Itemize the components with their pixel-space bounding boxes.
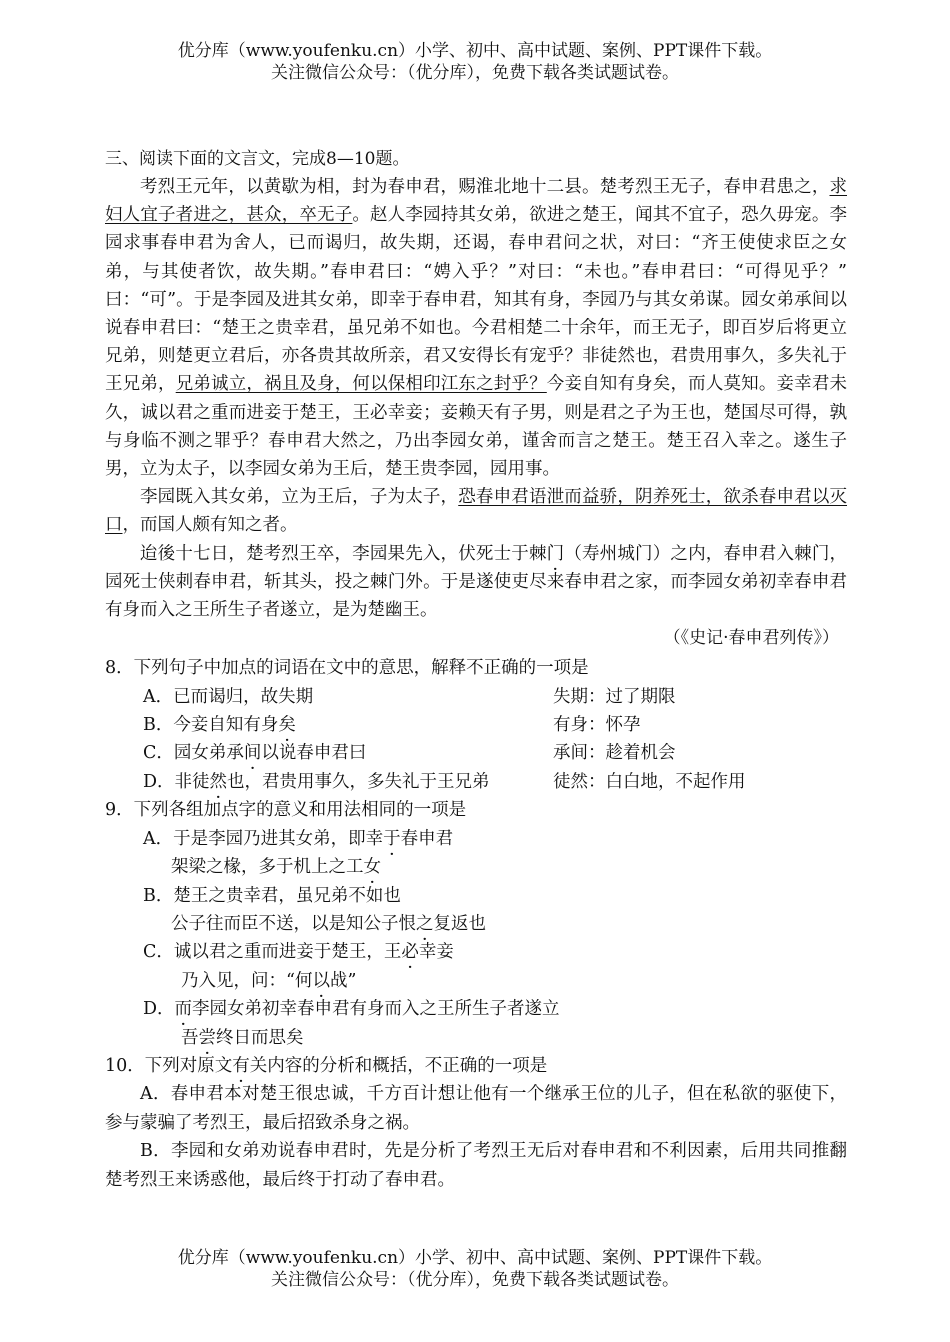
- text-segment: 幸妾: [418, 942, 454, 963]
- option-gloss: 承间：趁着机会: [553, 743, 676, 764]
- footer-line-1: 优分库（www.youfenku.cn）小学、初中、高中试题、案例、PPT课件下载。: [177, 1248, 773, 1268]
- text-segment: 公子往而臣不送，以是知公子恨: [171, 913, 416, 934]
- question-10: [105, 1052, 847, 1194]
- text-segment: B．今妾自知有身: [143, 715, 279, 736]
- text-segment: 以说春申君曰: [261, 743, 367, 764]
- text-segment: 考烈王元年，以黄歇为相，封为春申君，赐淮北地十二县。楚考烈王无子，春申君患之，: [140, 177, 830, 197]
- question-9-option-a-line-2: [105, 853, 847, 881]
- text-segment: 架梁之椽，多于机上之工: [171, 857, 364, 878]
- text-segment: D．: [143, 999, 175, 1020]
- text-segment: B．楚王之贵幸君，虽兄弟不如也: [143, 885, 401, 906]
- text-segment: 今妾自知有身矣，而人莫知。妾幸君未久，诚以君之重而进妾于楚王，王必幸妾；妾赖天有子男，则是君之子为王也，楚国尽可得，孰与身临不测之罪乎？春申君大然之，乃出李园女弟，谨舍而言之楚王。楚王召入幸之。遂生子男，立为太子，以李园女弟为王后，楚王贵李园，园用事。: [105, 374, 848, 480]
- option-gloss: 有身：怀孕: [553, 715, 641, 736]
- dotted-character: 之: [416, 913, 434, 934]
- dotted-character: 以: [312, 970, 330, 991]
- question-8-option-c: [105, 739, 847, 767]
- dotted-character: 而: [174, 999, 193, 1020]
- text-segment: 复返也: [433, 913, 486, 934]
- question-10-option-a: A．春申君本对楚王很忠诚，千方百计想让他有一个继承王位的儿子，但在私欲的驱使下，参与蒙骗了考烈王，最后招致杀身之祸。: [105, 1084, 847, 1133]
- text-segment: 迨後十七日，楚考烈王卒，李园果先入，伏死士于: [140, 543, 529, 564]
- question-9: [105, 796, 847, 1052]
- passage-source: （《史记·春申君列传》）: [663, 628, 839, 649]
- option-gloss: 徒然：白白地，不起作用: [553, 771, 746, 792]
- question-9-option-b-line-1: [105, 882, 847, 910]
- dotted-character: 女: [363, 857, 381, 878]
- text-segment: 战”: [329, 970, 357, 991]
- section-title: 三、阅读下面的文言文，完成8—10题。: [105, 149, 410, 169]
- text-segment: 门（寿州城门）之内，春申君入棘门，园死士侠刺春申君，斩其头，投之棘门外。于是遂使吏尽来春申君之家，而李园女弟初幸春申君有身而入之王所生子者遂立，是为楚幽王。: [105, 543, 848, 621]
- option-text: [143, 743, 366, 763]
- underlined-text: 兄弟诚立，祸且及身，何以保相印江东之封乎？: [175, 374, 547, 395]
- question-9-stem: 9．下列各组加点字的意义和用法相同的一项是: [105, 800, 467, 821]
- question-8-option-d: [105, 768, 847, 796]
- text-segment: 10．下列对原文: [105, 1055, 233, 1076]
- dotted-character: 尝: [198, 1027, 216, 1048]
- question-8: [105, 654, 847, 796]
- header-line-2: 关注微信公众号：（优分库），免费下载各类试题试卷。: [271, 63, 679, 83]
- text-segment: 。赵人李园持其女弟，欲进之楚王，闻其不宜子，恐久毋宠。李园求事春申君为舍人，已而谒归，故失期，还谒，春申君问之状，对曰：“齐王使使求臣之女弟，与其使者饮，故失期。”春申君曰：“娉入乎？”对曰：“未也。”春申君曰：“可得见乎？” 曰：“可”。于是李园及进其女弟，即幸于春申君，知其有身，李园乃与其女弟谋。园女弟承间以说春申君曰：“楚王之贵幸君，虽兄弟不如也。今君相楚二十余年，而王无子，即百岁后将更立兄弟，则楚更立君后，亦各贵其故所亲，君又安得长有宠乎？非徒然也，君贵用事久，多失礼于王兄弟，: [105, 205, 847, 395]
- text-segment: 李园女弟初幸春申君有身而入之王所生子者遂立: [192, 999, 560, 1020]
- text-segment: C．诚以君之重而进妾于楚王，王: [143, 942, 402, 963]
- dotted-character: 间: [243, 743, 262, 764]
- dotted-character: 矣: [278, 715, 296, 736]
- text-segment: 吾: [181, 1027, 199, 1048]
- site-header-banner: [0, 40, 950, 84]
- question-9-option-d-line-2: [105, 1024, 847, 1052]
- header-line-1: 优分库（www.youfenku.cn）小学、初中、高中试题、案例、PPT课件下载。: [177, 41, 773, 61]
- text-segment: 李园既入其女弟，立为王后，子为太子，: [140, 487, 459, 508]
- question-8-option-b: [105, 711, 847, 739]
- question-9-option-d-line-1: [105, 995, 847, 1023]
- question-9-option-c-line-2: [105, 967, 847, 995]
- passage-paragraph-2: [105, 483, 847, 539]
- question-9-option-a-line-1: [105, 825, 847, 853]
- text-segment: 也，君贵用事久，多失礼于王兄弟: [227, 771, 490, 792]
- underlined-text: 求妇人宜子者进之，甚众，卒无子: [105, 177, 847, 226]
- question-8-option-a: [105, 683, 847, 711]
- option-gloss: 失期：过了期限: [553, 686, 676, 707]
- dotted-character: 然: [209, 771, 228, 792]
- text-segment: A．已而谒归，故失期: [143, 686, 314, 707]
- text-segment: A．于是李园乃进其女弟，即幸: [143, 828, 384, 849]
- question-9-option-c-line-1: [105, 938, 847, 966]
- dotted-character: 于: [383, 828, 401, 849]
- exam-content: [105, 145, 847, 1194]
- site-footer-banner: [0, 1247, 950, 1291]
- option-text: [143, 715, 296, 735]
- text-segment: ，而国人颇有知之者。: [122, 515, 298, 536]
- question-10-option-b: B．李园和女弟劝说春申君时，先是分析了考烈王无后对春申君和不利因素，后用共同推翻楚考烈王来诱惑他，最后终于打动了春申君。: [105, 1141, 847, 1190]
- passage-paragraph-1: [105, 173, 847, 483]
- passage-paragraph-3: [105, 540, 847, 625]
- underlined-text: 恐春申君语泄而益骄，阴养死士，欲杀春申君以灭口: [105, 487, 848, 536]
- text-segment: 春申君: [400, 828, 454, 849]
- question-9-option-b-line-2: [105, 910, 847, 938]
- option-text: [143, 772, 490, 792]
- dotted-character: 棘: [528, 543, 547, 564]
- text-segment: 关内容的分析和概括，不正确的一项是: [249, 1055, 548, 1076]
- text-segment: D．非徒: [143, 771, 210, 792]
- dotted-character: 有: [232, 1055, 250, 1076]
- text-segment: 乃入见，问：“何: [181, 970, 313, 991]
- footer-line-2: 关注微信公众号：（优分库），免费下载各类试题试卷。: [271, 1270, 679, 1290]
- question-8-stem: 8．下列句子中加点的词语在文中的意思，解释不正确的一项是: [105, 658, 589, 679]
- question-10-stem: [105, 1052, 847, 1080]
- text-segment: 终日而思矣: [216, 1027, 304, 1048]
- option-text: [143, 687, 313, 707]
- dotted-character: 必: [401, 942, 419, 963]
- text-segment: C．园女弟承: [143, 743, 244, 764]
